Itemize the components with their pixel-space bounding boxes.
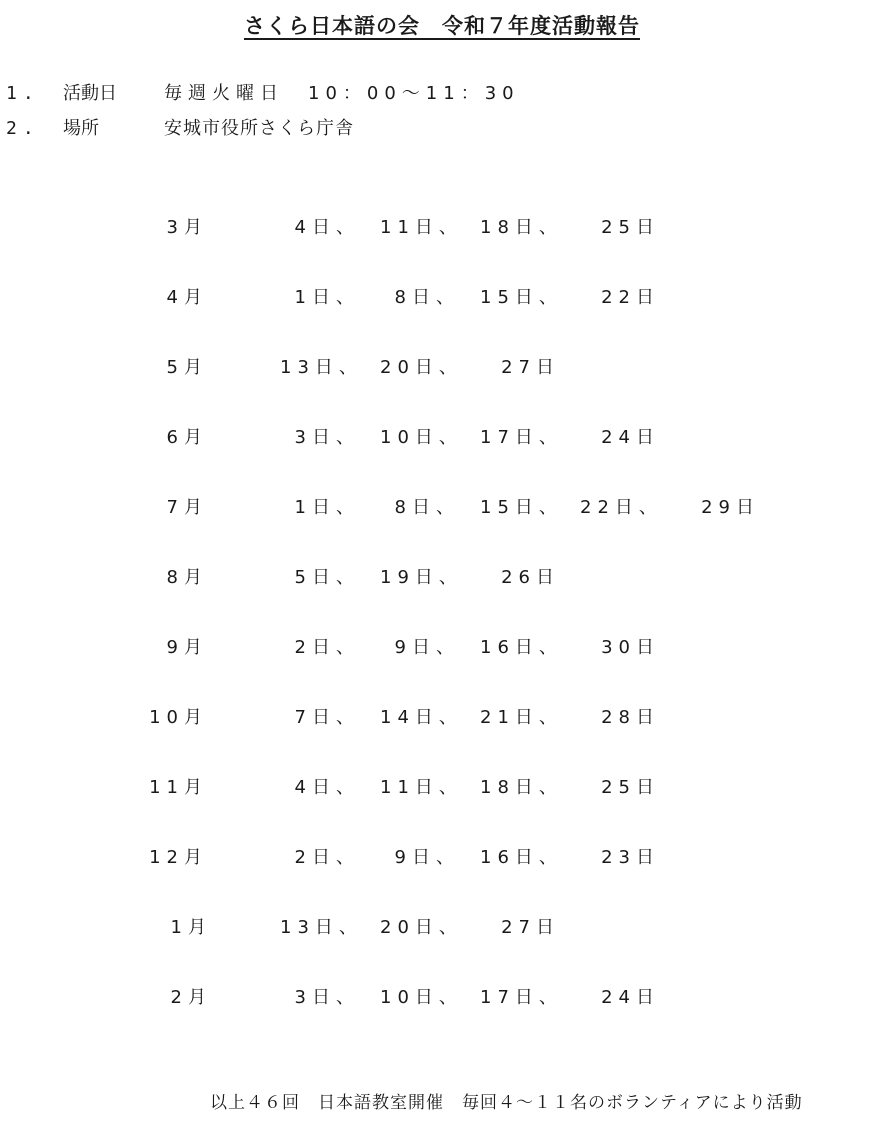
schedule-row [0, 284, 884, 312]
month-label: 11月 [149, 777, 208, 798]
day-entry: 20日、 [380, 357, 463, 378]
item-label: 活動日 [63, 83, 117, 104]
month-label: 12月 [149, 847, 208, 868]
day-entry: 24日 [601, 427, 660, 448]
month-label: 4月 [166, 287, 208, 308]
item-number: 1. [6, 83, 40, 104]
item-value: 毎週火曜日 10：00～11：30 [164, 83, 520, 104]
month-label: 6月 [166, 427, 208, 448]
month-label: 8月 [166, 567, 208, 588]
day-entry: 25日 [601, 777, 660, 798]
schedule-row [0, 354, 884, 382]
day-entry: 29日 [701, 497, 760, 518]
day-entry: 18日、 [480, 777, 563, 798]
month-label: 2月 [170, 987, 212, 1008]
day-entry: 13日、 [280, 357, 363, 378]
month-label: 1月 [170, 917, 212, 938]
day-entry: 30日 [601, 637, 660, 658]
item-value: 安城市役所さくら庁舎 [164, 118, 354, 139]
day-entry: 10日、 [380, 427, 463, 448]
schedule-row [0, 214, 884, 242]
day-entry: 27日 [501, 917, 560, 938]
day-entry: 18日、 [480, 217, 563, 238]
day-entry: 22日 [601, 287, 660, 308]
day-entry: 28日 [601, 707, 660, 728]
day-entry: 25日 [601, 217, 660, 238]
day-entry: 11日、 [380, 777, 463, 798]
day-entry: 17日、 [480, 987, 563, 1008]
schedule-row [0, 494, 884, 522]
month-label: 9月 [166, 637, 208, 658]
schedule-row [0, 984, 884, 1012]
day-entry: 3日、 [294, 987, 360, 1008]
day-entry: 5日、 [294, 567, 360, 588]
day-entry: 26日 [501, 567, 560, 588]
schedule-row [0, 914, 884, 942]
schedule-row [0, 634, 884, 662]
day-entry: 15日、 [480, 497, 563, 518]
day-entry: 13日、 [280, 917, 363, 938]
day-entry: 14日、 [380, 707, 463, 728]
day-entry: 10日、 [380, 987, 463, 1008]
day-entry: 22日、 [580, 497, 663, 518]
month-label: 3月 [166, 217, 208, 238]
day-entry: 19日、 [380, 567, 463, 588]
day-entry: 16日、 [480, 847, 563, 868]
schedule-row [0, 704, 884, 732]
day-entry: 3日、 [294, 427, 360, 448]
day-entry: 15日、 [480, 287, 563, 308]
item-label: 場所 [63, 118, 99, 139]
summary-footer: 以上４６回 日本語教室開催 毎回４～１１名のボランティアにより活動 [210, 1093, 803, 1113]
month-label: 10月 [149, 707, 208, 728]
day-entry: 17日、 [480, 427, 563, 448]
day-entry: 24日 [601, 987, 660, 1008]
schedule-row [0, 774, 884, 802]
day-entry: 11日、 [380, 217, 463, 238]
day-entry: 7日、 [294, 707, 360, 728]
schedule-row [0, 564, 884, 592]
day-entry: 1日、 [294, 287, 360, 308]
day-entry: 2日、 [294, 847, 360, 868]
day-entry: 23日 [601, 847, 660, 868]
month-label: 5月 [166, 357, 208, 378]
day-entry: 4日、 [294, 217, 360, 238]
day-entry: 8日、 [394, 287, 460, 308]
day-entry: 21日、 [480, 707, 563, 728]
day-entry: 2日、 [294, 637, 360, 658]
day-entry: 9日、 [394, 847, 460, 868]
schedule-row [0, 424, 884, 452]
day-entry: 27日 [501, 357, 560, 378]
month-label: 7月 [166, 497, 208, 518]
day-entry: 20日、 [380, 917, 463, 938]
page-title: さくら日本語の会 令和７年度活動報告 [244, 14, 640, 38]
schedule-row [0, 844, 884, 872]
day-entry: 9日、 [394, 637, 460, 658]
day-entry: 8日、 [394, 497, 460, 518]
day-entry: 4日、 [294, 777, 360, 798]
day-entry: 1日、 [294, 497, 360, 518]
item-number: 2. [6, 118, 40, 139]
day-entry: 16日、 [480, 637, 563, 658]
